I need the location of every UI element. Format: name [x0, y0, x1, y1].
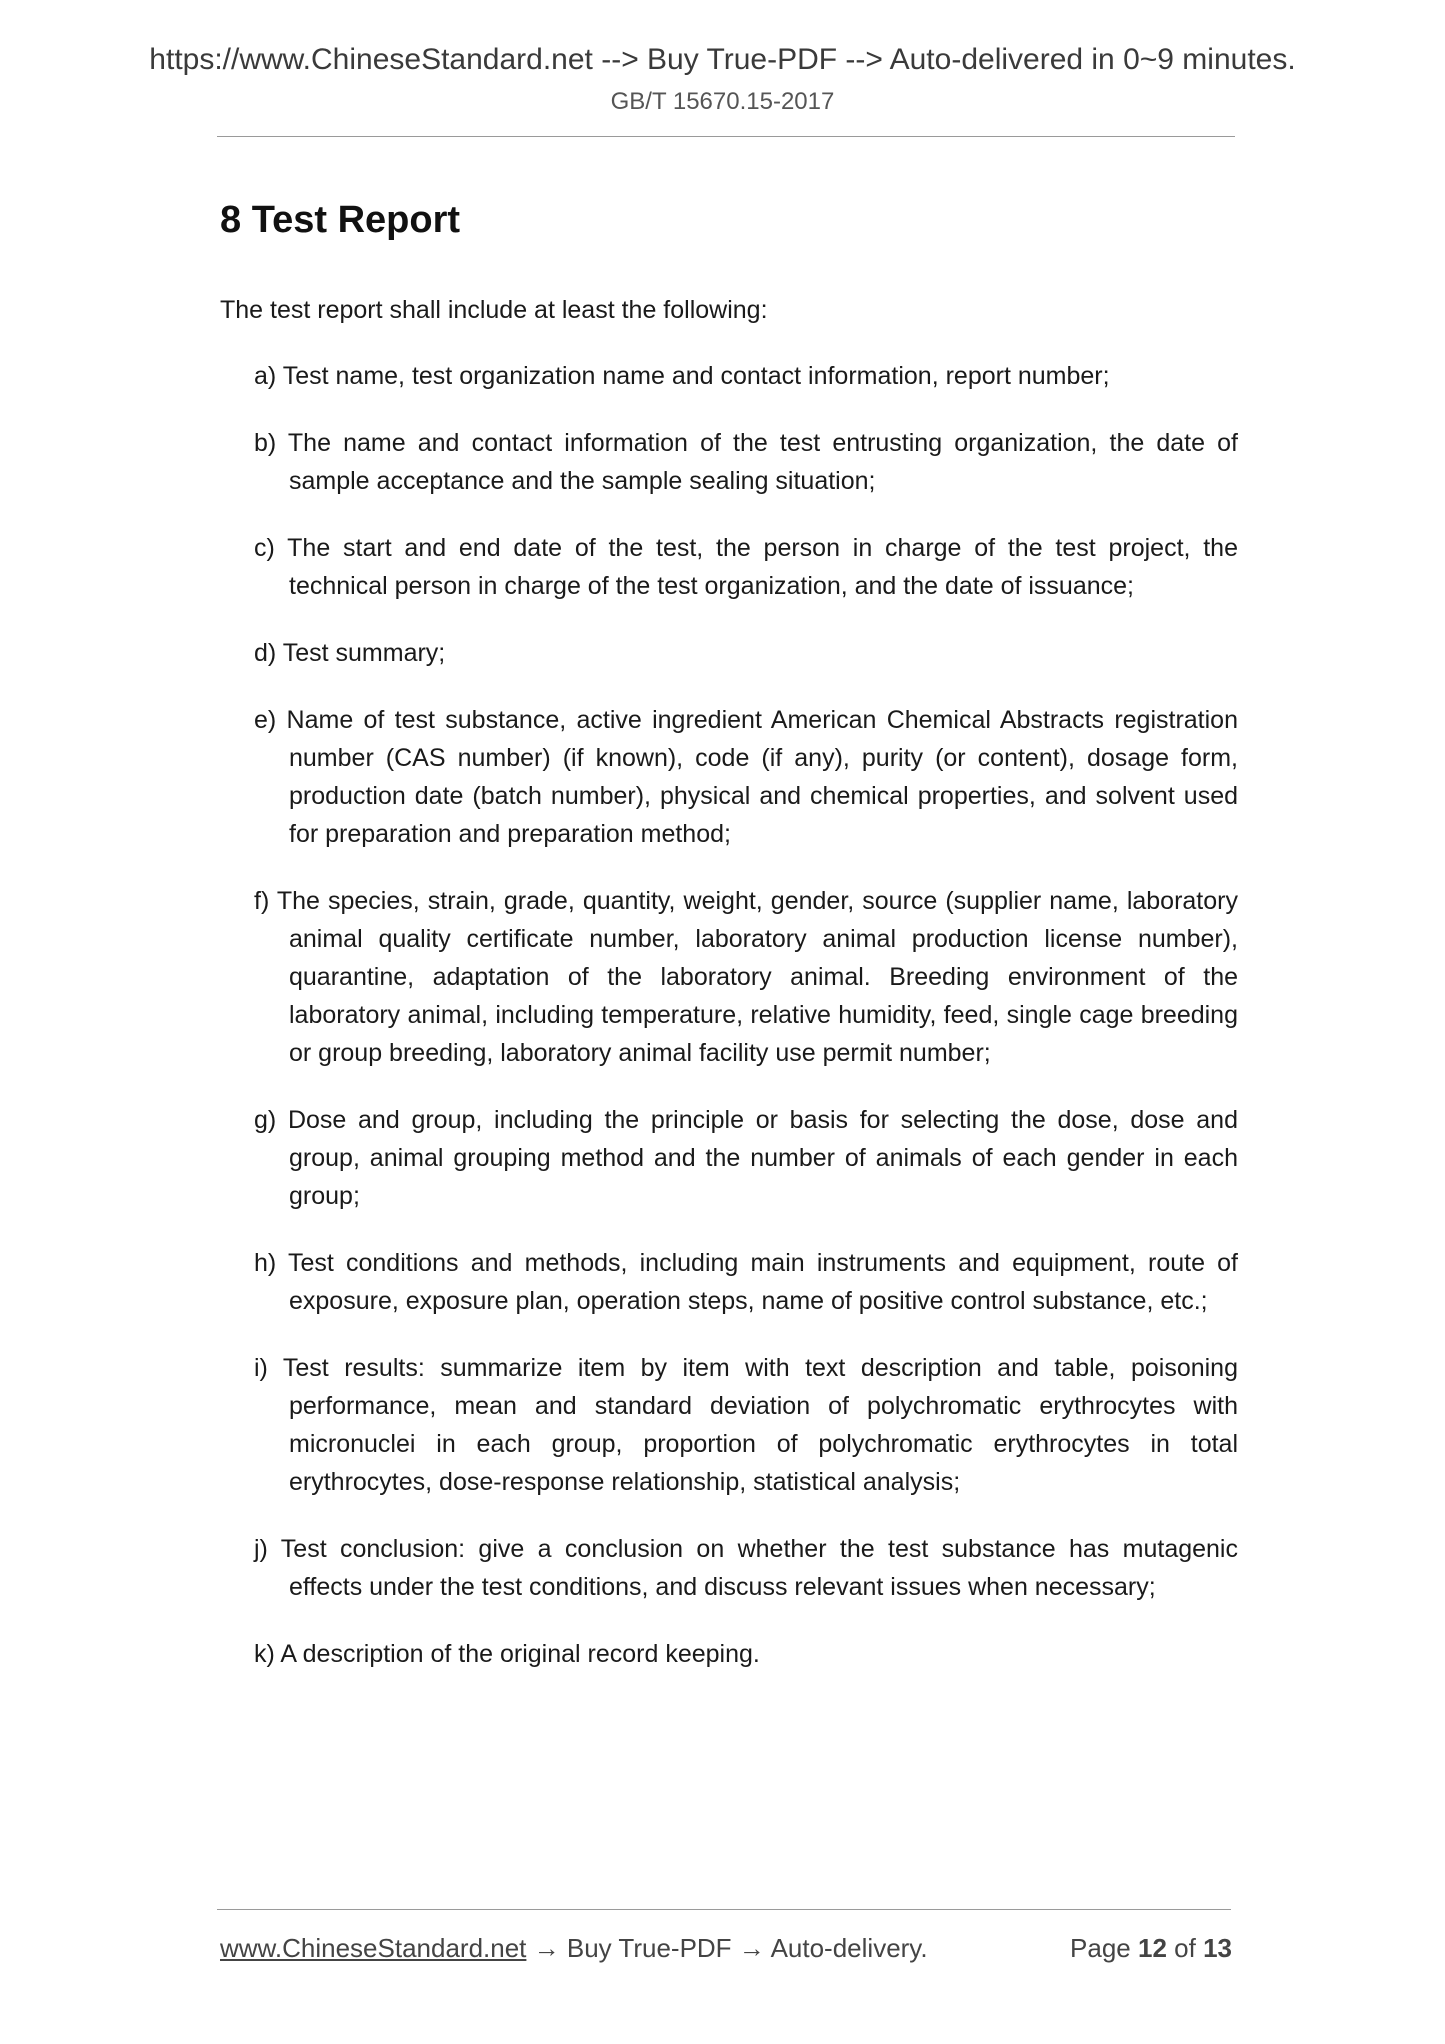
list-item-a: a) Test name, test organization name and contact information, report number;: [254, 362, 1110, 390]
page-indicator: [1070, 1928, 1232, 1968]
list-item-h: h) Test conditions and methods, including main instruments and equipment, route of exposure, exposure plan, operation steps, name of positive control substance, etc.;: [254, 1249, 1238, 1315]
section-title: 8 Test Report: [220, 199, 461, 241]
footer-promo-group: [220, 1928, 928, 1968]
list-item-c: c) The start and end date of the test, the person in charge of the test project, the technical person in charge of the test organization, and the date of issuance;: [254, 534, 1238, 600]
list-item-g: g) Dose and group, including the principle or basis for selecting the dose, dose and group, animal grouping method and the number of animals of each gender in each group;: [254, 1106, 1238, 1210]
list-item-j: j) Test conclusion: give a conclusion on whether the test substance has mutagenic effects under the test conditions, and discuss relevant issues when necessary;: [254, 1535, 1238, 1601]
list-item-k: k) A description of the original record keeping.: [254, 1640, 760, 1668]
list-item-e: e) Name of test substance, active ingredient American Chemical Abstracts registration number (CAS number) (if known), code (if any), purity (or content), dosage form, production date (batch number), physical and chemical properties, and solvent used for preparation and preparation method;: [254, 706, 1238, 848]
standard-code: GB/T 15670.15-2017: [610, 88, 835, 115]
list-item-i: i) Test results: summarize item by item with text description and table, poisoning performance, mean and standard deviation of polychromatic erythrocytes with micronuclei in each group, proportion of polychromatic erythrocytes in total erythrocytes, dose-response relationship, statistical analysis;: [254, 1354, 1238, 1496]
of-label: of: [1174, 1933, 1196, 1963]
site-link[interactable]: www.ChineseStandard.net: [220, 1933, 527, 1963]
page-footer: [220, 1928, 1232, 1968]
header-banner: https://www.ChineseStandard.net --> Buy True-PDF --> Auto-delivered in 0~9 minutes.: [149, 43, 1296, 76]
page-label: Page: [1070, 1933, 1131, 1963]
list-item-d: d) Test summary;: [254, 639, 446, 667]
header-divider: [217, 136, 1235, 137]
list-item-b: b) The name and contact information of the test entrusting organization, the date of sample acceptance and the sample sealing situation;: [254, 429, 1238, 495]
footer-promo-text: → Buy True-PDF → Auto-delivery.: [526, 1933, 928, 1963]
requirements-list: [254, 357, 1238, 1702]
page-current: 12: [1138, 1933, 1167, 1963]
page-total: 13: [1203, 1933, 1232, 1963]
footer-divider: [217, 1909, 1231, 1910]
list-item-f: f) The species, strain, grade, quantity, weight, gender, source (supplier name, laboratory animal quality certificate number, laboratory animal production license number), quarantine, adaptation of the laboratory animal. Breeding environment of the laboratory animal, including temperature, relative humidity, feed, single cage breeding or group breeding, laboratory animal facility use permit number;: [254, 887, 1238, 1067]
section-intro: The test report shall include at least the following:: [220, 296, 768, 324]
